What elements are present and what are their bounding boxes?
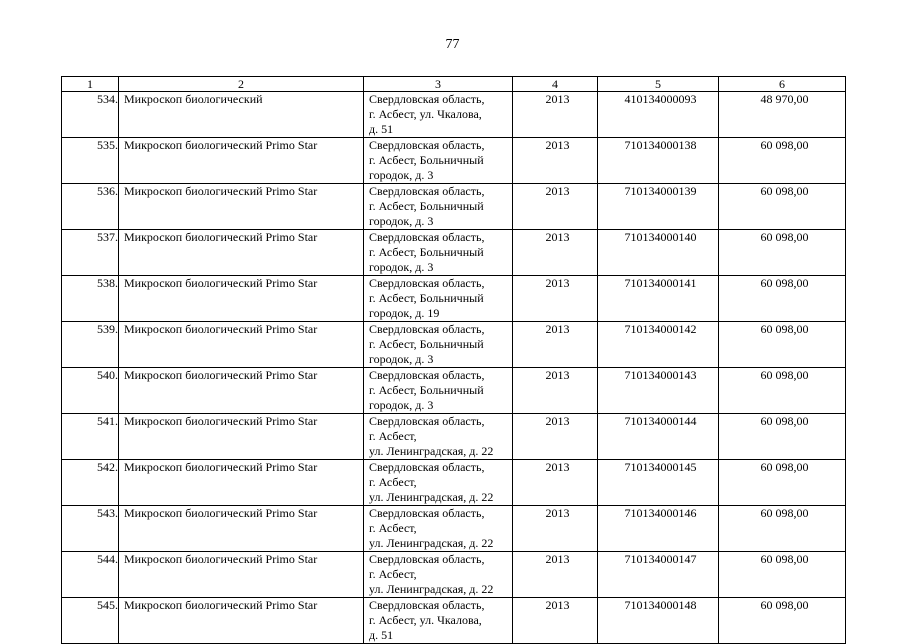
item-cost: 60 098,00 bbox=[719, 230, 846, 276]
table-row bbox=[62, 184, 846, 230]
row-number: 536. bbox=[62, 184, 119, 230]
inventory-number: 710134000147 bbox=[598, 552, 719, 598]
inventory-number: 410134000093 bbox=[598, 92, 719, 138]
row-number: 542. bbox=[62, 460, 119, 506]
address-line: ул. Ленинградская, д. 22 bbox=[369, 490, 494, 504]
address-line: ул. Ленинградская, д. 22 bbox=[369, 536, 494, 550]
address-line: г. Асбест, ул. Чкалова, bbox=[369, 107, 482, 121]
address-line: Свердловская область, bbox=[369, 598, 485, 612]
item-address bbox=[364, 184, 513, 230]
table-row bbox=[62, 138, 846, 184]
item-year: 2013 bbox=[513, 414, 598, 460]
item-cost: 60 098,00 bbox=[719, 598, 846, 644]
address-line: Свердловская область, bbox=[369, 184, 485, 198]
item-year: 2013 bbox=[513, 460, 598, 506]
item-address bbox=[364, 230, 513, 276]
item-cost: 60 098,00 bbox=[719, 322, 846, 368]
table-row bbox=[62, 552, 846, 598]
item-name: Микроскоп биологический Primo Star bbox=[119, 368, 364, 414]
column-header-5: 5 bbox=[598, 77, 719, 92]
row-number: 540. bbox=[62, 368, 119, 414]
item-name: Микроскоп биологический Primo Star bbox=[119, 276, 364, 322]
row-number: 545. bbox=[62, 598, 119, 644]
row-number: 543. bbox=[62, 506, 119, 552]
item-name: Микроскоп биологический bbox=[119, 92, 364, 138]
item-year: 2013 bbox=[513, 552, 598, 598]
row-number: 538. bbox=[62, 276, 119, 322]
address-line: Свердловская область, bbox=[369, 276, 485, 290]
column-header-1: 1 bbox=[62, 77, 119, 92]
address-line: ул. Ленинградская, д. 22 bbox=[369, 582, 494, 596]
item-name: Микроскоп биологический Primo Star bbox=[119, 138, 364, 184]
item-cost: 60 098,00 bbox=[719, 460, 846, 506]
column-header-2: 2 bbox=[119, 77, 364, 92]
item-year: 2013 bbox=[513, 322, 598, 368]
item-address bbox=[364, 276, 513, 322]
item-year: 2013 bbox=[513, 230, 598, 276]
address-line: г. Асбест, bbox=[369, 567, 417, 581]
item-name: Микроскоп биологический Primo Star bbox=[119, 322, 364, 368]
inventory-number: 710134000148 bbox=[598, 598, 719, 644]
inventory-number: 710134000138 bbox=[598, 138, 719, 184]
item-year: 2013 bbox=[513, 138, 598, 184]
item-year: 2013 bbox=[513, 368, 598, 414]
item-name: Микроскоп биологический Primo Star bbox=[119, 598, 364, 644]
page-number: 77 bbox=[445, 37, 460, 52]
address-line: г. Асбест, bbox=[369, 521, 417, 535]
item-name: Микроскоп биологический Primo Star bbox=[119, 506, 364, 552]
address-line: Свердловская область, bbox=[369, 368, 485, 382]
address-line: городок, д. 3 bbox=[369, 398, 434, 412]
item-name: Микроскоп биологический Primo Star bbox=[119, 552, 364, 598]
row-number: 535. bbox=[62, 138, 119, 184]
address-line: г. Асбест, bbox=[369, 429, 417, 443]
address-line: д. 51 bbox=[369, 122, 394, 136]
item-address bbox=[364, 552, 513, 598]
table-row bbox=[62, 92, 846, 138]
address-line: Свердловская область, bbox=[369, 230, 485, 244]
item-address bbox=[364, 414, 513, 460]
address-line: г. Асбест, Больничный bbox=[369, 199, 484, 213]
inventory-number: 710134000141 bbox=[598, 276, 719, 322]
item-cost: 60 098,00 bbox=[719, 552, 846, 598]
address-line: г. Асбест, Больничный bbox=[369, 153, 484, 167]
address-line: ул. Ленинградская, д. 22 bbox=[369, 444, 494, 458]
address-line: городок, д. 19 bbox=[369, 306, 440, 320]
address-line: городок, д. 3 bbox=[369, 214, 434, 228]
table-row bbox=[62, 230, 846, 276]
item-name: Микроскоп биологический Primo Star bbox=[119, 460, 364, 506]
item-address bbox=[364, 138, 513, 184]
item-address bbox=[364, 92, 513, 138]
address-line: г. Асбест, bbox=[369, 475, 417, 489]
table-row bbox=[62, 368, 846, 414]
address-line: г. Асбест, ул. Чкалова, bbox=[369, 613, 482, 627]
item-name: Микроскоп биологический Primo Star bbox=[119, 414, 364, 460]
address-line: городок, д. 3 bbox=[369, 260, 434, 274]
address-line: д. 51 bbox=[369, 628, 394, 642]
address-line: городок, д. 3 bbox=[369, 352, 434, 366]
row-number: 534. bbox=[62, 92, 119, 138]
inventory-number: 710134000142 bbox=[598, 322, 719, 368]
inventory-number: 710134000145 bbox=[598, 460, 719, 506]
address-line: Свердловская область, bbox=[369, 322, 485, 336]
item-year: 2013 bbox=[513, 598, 598, 644]
row-number: 539. bbox=[62, 322, 119, 368]
table-row bbox=[62, 506, 846, 552]
item-year: 2013 bbox=[513, 276, 598, 322]
item-year: 2013 bbox=[513, 184, 598, 230]
inventory-number: 710134000144 bbox=[598, 414, 719, 460]
inventory-number: 710134000139 bbox=[598, 184, 719, 230]
item-year: 2013 bbox=[513, 506, 598, 552]
address-line: г. Асбест, Больничный bbox=[369, 337, 484, 351]
row-number: 537. bbox=[62, 230, 119, 276]
row-number: 541. bbox=[62, 414, 119, 460]
item-address bbox=[364, 322, 513, 368]
item-name: Микроскоп биологический Primo Star bbox=[119, 184, 364, 230]
item-year: 2013 bbox=[513, 92, 598, 138]
item-cost: 60 098,00 bbox=[719, 184, 846, 230]
item-cost: 60 098,00 bbox=[719, 414, 846, 460]
table-row bbox=[62, 414, 846, 460]
asset-table bbox=[61, 76, 846, 644]
table-row bbox=[62, 460, 846, 506]
header-row bbox=[62, 77, 846, 92]
table-body bbox=[62, 92, 846, 644]
inventory-number: 710134000146 bbox=[598, 506, 719, 552]
column-header-3: 3 bbox=[364, 77, 513, 92]
address-line: Свердловская область, bbox=[369, 460, 485, 474]
table-row bbox=[62, 276, 846, 322]
item-cost: 60 098,00 bbox=[719, 506, 846, 552]
inventory-number: 710134000143 bbox=[598, 368, 719, 414]
item-address bbox=[364, 506, 513, 552]
item-cost: 48 970,00 bbox=[719, 92, 846, 138]
address-line: г. Асбест, Больничный bbox=[369, 291, 484, 305]
inventory-number: 710134000140 bbox=[598, 230, 719, 276]
item-cost: 60 098,00 bbox=[719, 276, 846, 322]
address-line: городок, д. 3 bbox=[369, 168, 434, 182]
table-row bbox=[62, 322, 846, 368]
item-address bbox=[364, 598, 513, 644]
item-cost: 60 098,00 bbox=[719, 368, 846, 414]
row-number: 544. bbox=[62, 552, 119, 598]
address-line: Свердловская область, bbox=[369, 138, 485, 152]
column-header-6: 6 bbox=[719, 77, 846, 92]
address-line: г. Асбест, Больничный bbox=[369, 245, 484, 259]
address-line: г. Асбест, Больничный bbox=[369, 383, 484, 397]
item-cost: 60 098,00 bbox=[719, 138, 846, 184]
item-address bbox=[364, 460, 513, 506]
address-line: Свердловская область, bbox=[369, 506, 485, 520]
table-row bbox=[62, 598, 846, 644]
address-line: Свердловская область, bbox=[369, 414, 485, 428]
item-address bbox=[364, 368, 513, 414]
column-header-4: 4 bbox=[513, 77, 598, 92]
address-line: Свердловская область, bbox=[369, 552, 485, 566]
address-line: Свердловская область, bbox=[369, 92, 485, 106]
item-name: Микроскоп биологический Primo Star bbox=[119, 230, 364, 276]
